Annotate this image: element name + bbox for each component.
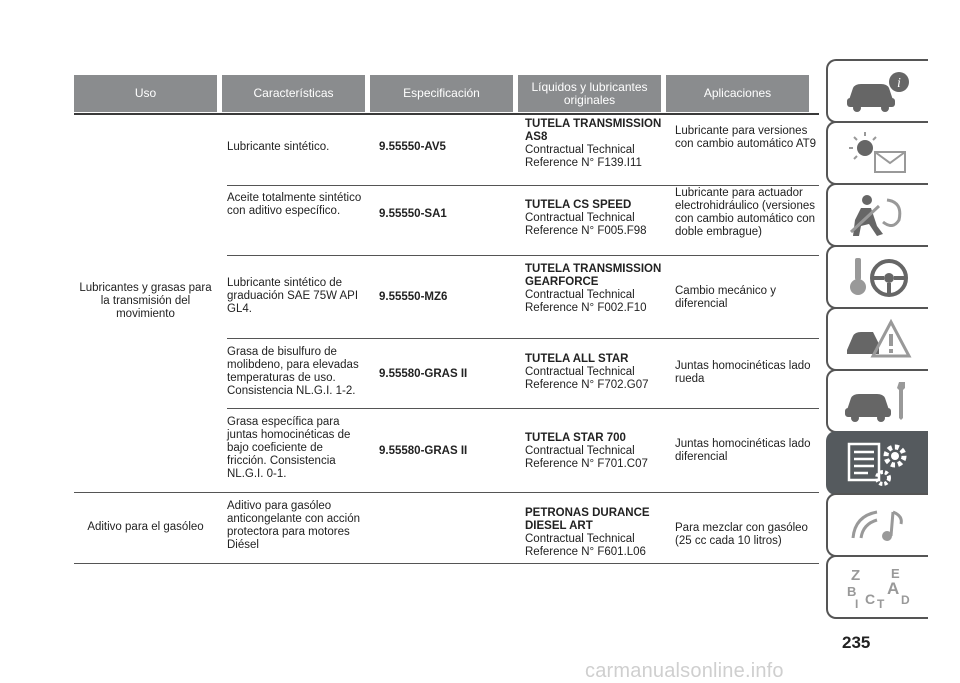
row-liquido [525,263,665,315]
header-especificacion: Especificación [370,75,513,112]
row-liquido [525,432,665,471]
tab-warning-lights[interactable] [826,121,928,185]
row-especificacion: 9.55580-GRAS II [379,445,468,457]
alphabetical-index-icon [843,564,913,610]
row-divider [227,255,819,256]
svg-text:D: D [901,593,910,607]
svg-text:T: T [877,597,885,610]
liquido-reference: Contractual Technical Reference N° F002.F10 [525,289,647,314]
row-especificacion: 9.55550-SA1 [379,208,447,220]
tab-maintenance[interactable] [826,369,928,433]
row-aplicaciones: Para mezclar con gasóleo (25 cc cada 10 litros) [675,522,808,547]
row-especificacion: 9.55580-GRAS II [379,368,468,380]
row-caracteristicas: Lubricante sintético de graduación SAE 75W API GL4. [227,277,359,315]
row-aplicaciones: Juntas homocinéticas lado diferencial [675,438,811,463]
liquido-reference: Contractual Technical Reference N° F005.F98 [525,212,647,237]
row-caracteristicas: Aditivo para gasóleo anticongelante con acción protectora para motores Diésel [227,500,360,551]
warning-lights-icon [843,130,913,176]
row-liquido [525,199,665,238]
svg-text:C: C [865,591,876,607]
liquido-brand: TUTELA TRANSMISSION AS8 [525,118,662,143]
liquido-reference: Contractual Technical Reference N° F601.L06 [525,533,646,558]
row-divider [227,408,819,409]
liquido-brand: PETRONAS DURANCE DIESEL ART [525,507,650,532]
row-liquido [525,353,665,392]
row-aplicaciones: Cambio mecánico y diferencial [675,285,776,310]
tab-start-drive[interactable] [826,245,928,309]
liquido-brand: TUTELA TRANSMISSION GEARFORCE [525,263,662,288]
liquido-brand: TUTELA CS SPEED [525,199,632,211]
liquido-reference: Contractual Technical Reference N° F139.I11 [525,144,642,169]
svg-text:E: E [891,566,900,581]
tab-car-info[interactable] [826,59,928,123]
svg-text:Z: Z [851,567,861,584]
key-steering-wheel-icon [843,254,913,300]
car-emergency-icon [843,316,913,362]
row-caracteristicas: Aceite totalmente sintético con aditivo específico. [227,192,362,217]
svg-text:A: A [887,579,900,598]
uso-aditivo: Aditivo para el gasóleo [87,521,204,533]
group-divider [74,492,819,493]
header-divider [74,113,819,115]
row-especificacion: 9.55550-MZ6 [379,291,448,303]
header-aplicaciones: Aplicaciones [666,75,809,112]
row-aplicaciones: Lubricante para actuador electrohidráulico (versiones con cambio automático con doble embrague) [675,187,815,238]
liquido-reference: Contractual Technical Reference N° F702.G07 [525,366,649,391]
tab-index[interactable] [826,555,928,619]
header-caracteristicas: Características [222,75,365,112]
liquido-brand: TUTELA STAR 700 [525,432,626,444]
watermark: carmanualsonline.info [585,660,784,682]
table-header [74,75,819,112]
tab-safety[interactable] [826,183,928,247]
airbag-safety-icon [843,192,913,238]
svg-text:I: I [855,597,859,610]
row-aplicaciones: Lubricante para versiones con cambio automático AT9 [675,125,817,150]
row-especificacion: 9.55550-AV5 [379,141,446,153]
row-caracteristicas: Grasa de bisulfuro de molibdeno, para elevadas temperaturas de uso. Consistencia NL.G.I. 1-2. [227,346,359,397]
row-liquido [525,507,665,559]
technical-data-gear-icon [843,440,913,486]
tab-multimedia[interactable] [826,493,928,557]
svg-text:B: B [847,584,857,599]
row-divider [227,338,819,339]
row-divider [227,185,819,186]
header-liquidos: Líquidos y lubricantes originales [518,75,661,112]
lubricants-table [74,75,819,558]
svg-text:i: i [897,76,901,91]
row-liquido [525,118,665,170]
liquido-brand: TUTELA ALL STAR [525,353,629,365]
car-maintenance-icon [843,378,913,424]
tab-technical-data[interactable] [826,431,928,495]
table-bottom-line [74,563,819,564]
multimedia-icon [843,502,913,548]
liquido-reference: Contractual Technical Reference N° F701.C07 [525,445,648,470]
header-uso: Uso [74,75,217,112]
row-caracteristicas: Grasa específica para juntas homocinéticas de bajo coeficiente de fricción. Consistencia NL.G.I. 0-1. [227,416,351,480]
tab-emergency[interactable] [826,307,928,371]
row-caracteristicas: Lubricante sintético. [227,141,330,153]
page-number: 235 [842,633,871,652]
uso-transmision: Lubricantes y grasas para la transmisión del movimiento [79,282,212,320]
car-info-icon [843,68,913,114]
row-aplicaciones: Juntas homocinéticas lado rueda [675,360,811,385]
